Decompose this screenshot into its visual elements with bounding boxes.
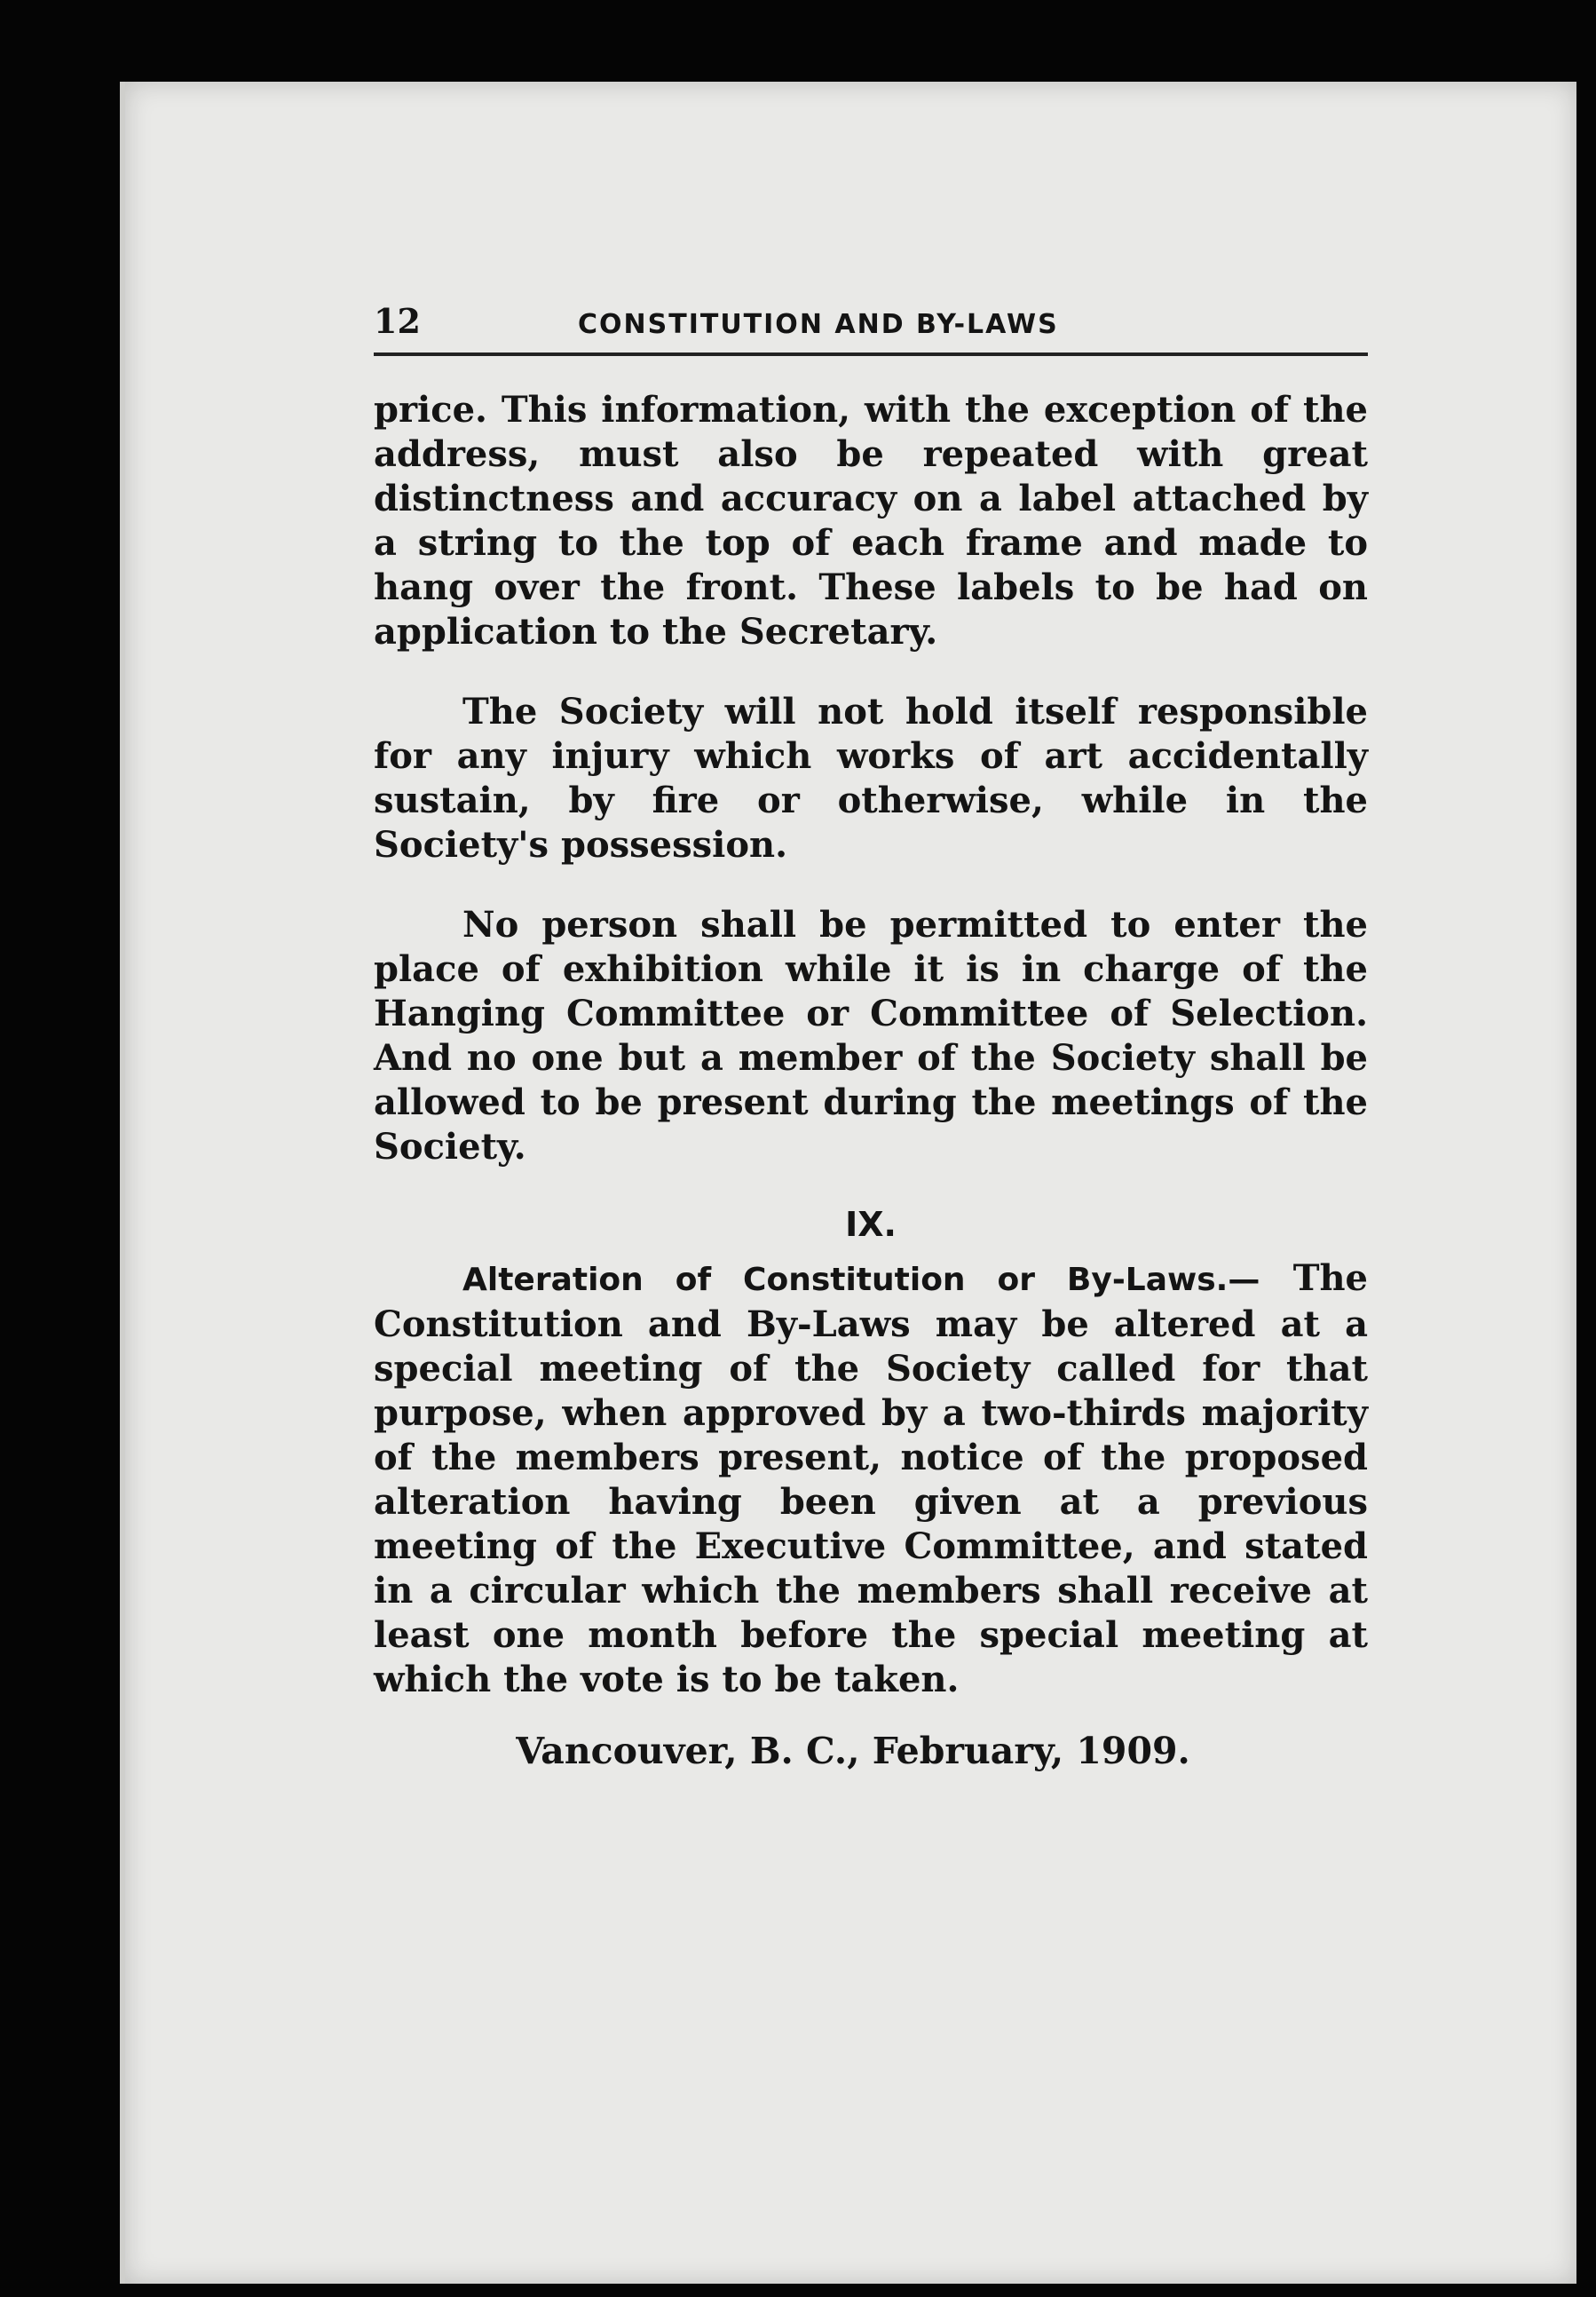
section-number: IX. — [845, 1205, 897, 1244]
paragraph-admission: No person shall be permitted to enter the place of exhibition while it is in charge of the Hanging Committee or Committee of Selection. And no one but a member of the Society shall be allowed to be present during the meetings of the Society. — [374, 904, 1368, 1168]
dateline: Vancouver, B. C., February, 1909. — [516, 1730, 1190, 1772]
text-block — [374, 299, 1368, 1773]
page-number: 12 — [374, 301, 421, 341]
running-head-title: CONSTITUTION AND BY-LAWS — [578, 309, 1059, 340]
section-paragraph — [374, 1256, 1368, 1702]
paragraph-label-instructions: price. This information, with the exception of the address, must also be repeated with great distinctness and accuracy on a label attached by a string to the top of each frame and made to hang over the front. These labels to be had on application to the Secretary. — [374, 389, 1368, 653]
document-page — [120, 82, 1576, 2284]
running-head — [374, 299, 1368, 347]
section-text: The Constitution and By-Laws may be altered at a special meeting of the Society called for that purpose, when approved by a two-thirds majority of the members present, notice of the proposed alteration having been given at a previous meeting of the Executive Committee, and stated in a circular which the members shall receive at least one month before the special meeting at which the vote is to be taken. — [374, 1257, 1368, 1700]
paragraph-liability: The Society will not hold itself responsible for any injury which works of art accidentally sustain, by fire or otherwise, while in the Society's possession. — [374, 691, 1368, 866]
section-heading: Alteration of Constitution or By-Laws.— — [462, 1262, 1260, 1298]
header-rule — [374, 352, 1368, 356]
